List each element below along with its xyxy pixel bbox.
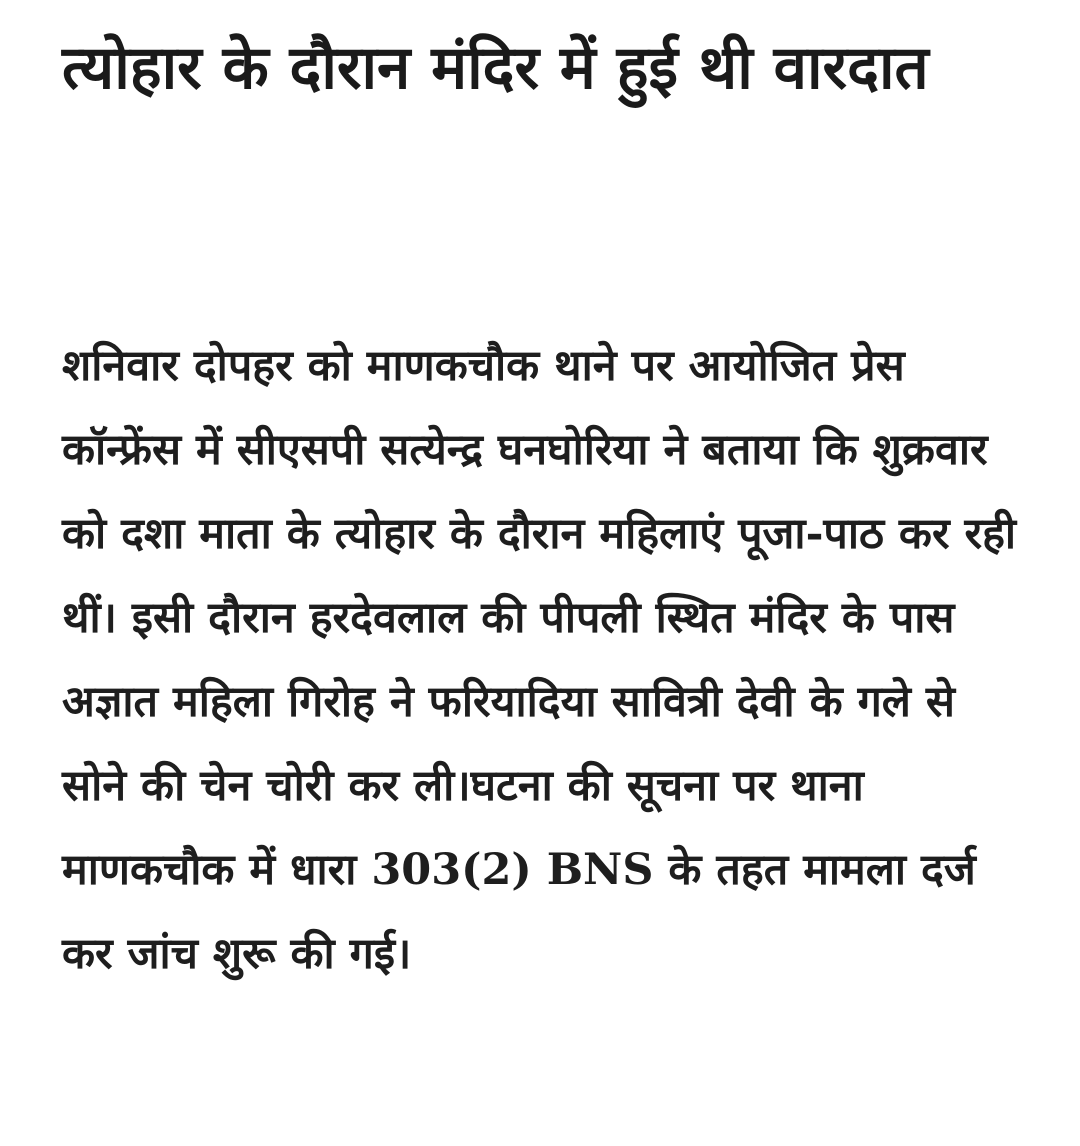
article-headline: त्योहार के दौरान मंदिर में हुई थी वारदात bbox=[62, 33, 929, 103]
article-body: शनिवार दोपहर को माणकचौक थाने पर आयोजित प्रेस कॉन्फ्रेंस में सीएसपी सत्येन्द्र घनघोरिया ने बताया कि शुक्रवार को दशा माता के त्योहार के दौरान महिलाएं पूजा-पाठ कर रही थीं। इसी दौरान हरदेवलाल की पीपली स्थित मंदिर के पास अज्ञात महिला गिरोह ने फरियादिया सावित्री देवी के गले से सोने की चेन चोरी कर ली।घटना की सूचना पर थाना माणकचौक में धारा 303(2) BNS के तहत मामला दर्ज कर जांच शुरू की गई। bbox=[62, 341, 1017, 979]
article bbox=[62, 22, 1032, 979]
